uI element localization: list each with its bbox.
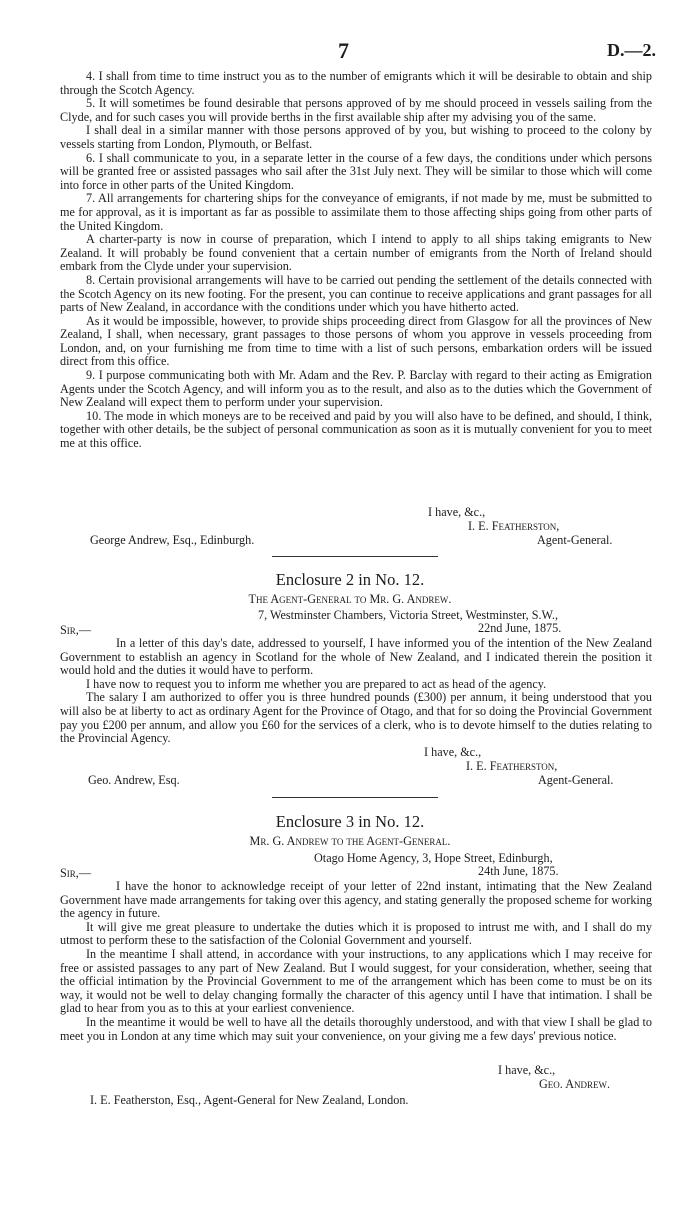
enclosure2-heading: Enclosure 2 in No. 12. bbox=[275, 570, 425, 589]
enclosure2-body bbox=[60, 637, 652, 746]
paragraph: 10. The mode in which moneys are to be received and paid by you will also have to be defined, and should, I think, together with other details, be the subject of personal communication as soon as it is mutually convenient for you to meet me at this office. bbox=[60, 408, 652, 451]
enclosure2-closing: I have, &c., bbox=[424, 745, 482, 759]
paragraph: In the meantime it would be well to have all the details thoroughly understood, and with that view I shall be glad to meet you in London at any time which may suit your convenience, on your giving me a few days' previous notice. bbox=[60, 1014, 652, 1043]
paragraph: I have now to request you to inform me whether you are prepared to act as head of the agency. bbox=[86, 676, 547, 691]
page-code: D.—2. bbox=[607, 40, 656, 60]
paragraph: 6. I shall communicate to you, in a separate letter in the course of a few days, the conditions under which persons will be granted free or assisted passages who sail after the 31st July next. They will be similar to those which will come into force in other parts of the United Kingdom. bbox=[60, 150, 652, 192]
enclosure2-title: Agent-General. bbox=[538, 773, 614, 787]
paragraph: As it would be impossible, however, to provide ships proceeding direct from Glasgow for all the provinces of New Zealand, I shall, when necessary, grant passages to those persons of whom you approve in vessels proceeding from London, and, on your furnishing me from time to time with a list of such persons, embarkation orders will be issued direct from this office. bbox=[60, 313, 652, 369]
letter1-body bbox=[60, 70, 652, 451]
enclosure2-date: 22nd June, 1875. bbox=[478, 621, 562, 635]
letter1-signature: I. E. Featherston, bbox=[468, 519, 560, 533]
enclosure3-heading: Enclosure 3 in No. 12. bbox=[275, 812, 425, 831]
enclosure3-addressee: I. E. Featherston, Esq., Agent-General for New Zealand, London. bbox=[90, 1093, 409, 1107]
paragraph: 8. Certain provisional arrangements will have to be carried out pending the settlement of the details connected with the Scotch Agency on its new footing. For the present, you can continue to receive applications and grant passages for all parts of New Zealand, in accordance with the conditions under which you have hitherto acted. bbox=[60, 272, 652, 315]
letter1-addressee: George Andrew, Esq., Edinburgh. bbox=[90, 533, 255, 547]
enclosure3-address: Otago Home Agency, 3, Hope Street, Edinburgh, bbox=[314, 851, 553, 865]
enclosure3-closing: I have, &c., bbox=[498, 1063, 556, 1077]
section-divider bbox=[272, 797, 438, 798]
enclosure2-from-to: The Agent-General to Mr. G. Andrew. bbox=[248, 592, 452, 606]
enclosure3-signature: Geo. Andrew. bbox=[539, 1077, 611, 1091]
enclosure2-signature: I. E. Featherston, bbox=[466, 759, 558, 773]
paragraph: In a letter of this day's date, addressed to yourself, I have informed you of the intention of the New Zealand Government to establish an agency in Scotland for the whole of New Zealand, and I indicated therein the position it would hold and the duties it would have to perform. bbox=[60, 636, 652, 678]
paragraph: 4. I shall from time to time instruct you as to the number of emigrants which it will be desirable to obtain and ship through the Scotch Agency. bbox=[60, 69, 652, 97]
paragraph: The salary I am authorized to offer you is three hundred pounds (£300) per annum, it being understood that you will also be at liberty to act as ordinary Agent for the Province of Otago, and that for so doing the Provincial Government pay you £200 per annum, and allow you £60 for the services of a clerk, who is to devote himself to the duties relating to the Provincial Agency. bbox=[60, 690, 652, 746]
paragraph: I shall deal in a similar manner with those persons approved of by you, but wishing to proceed to the colony by vessels starting from London, Plymouth, or Belfast. bbox=[60, 123, 652, 151]
enclosure2-addressee: Geo. Andrew, Esq. bbox=[88, 773, 180, 787]
letter1-title: Agent-General. bbox=[537, 533, 613, 547]
enclosure3-from-to: Mr. G. Andrew to the Agent-General. bbox=[249, 834, 451, 848]
section-divider bbox=[272, 556, 438, 557]
page-number: 7 bbox=[338, 38, 349, 63]
page-header bbox=[0, 38, 700, 64]
paragraph: In the meantime I shall attend, in accordance with your instructions, to any applications which I may receive for free or assisted passages to any part of New Zealand. But I would suggest, for your consideration, whether, seeing that the official intimation by the Provincial Government to me of the arrangement which has been come to must be on its way, it would not be well to delay changing formally the character of this agency until I have that intimation. I shall be glad to hear from you as to this at your earliest convenience. bbox=[60, 946, 652, 1016]
paragraph: 9. I purpose communicating both with Mr. Adam and the Rev. P. Barclay with regard to their acting as Emigration Agents under the Scotch Agency, and will inform you as to the result, and also as to the duties which the Government of New Zealand will expect them to perform under your supervision. bbox=[60, 368, 652, 410]
enclosure2-salutation: Sir,— bbox=[60, 623, 92, 637]
paragraph: 7. All arrangements for chartering ships for the conveyance of emigrants, if not made by me, must be submitted to me for approval, as it is important as far as possible to assimilate them to those affecting ships going from other parts of the United Kingdom. bbox=[60, 191, 652, 233]
paragraph: A charter-party is now in course of preparation, which I intend to apply to all ships taking emigrants to New Zealand. It will probably be found convenient that a certain number of emigrants from the North of Ireland should embark from the Clyde under your supervision. bbox=[60, 232, 652, 274]
enclosure3-date: 24th June, 1875. bbox=[478, 864, 559, 878]
enclosure2-address: 7, Westminster Chambers, Victoria Street, Westminster, S.W., bbox=[258, 608, 558, 622]
letter1-closing: I have, &c., bbox=[428, 505, 486, 519]
paragraph: 5. It will sometimes be found desirable that persons approved of by me should proceed in vessels sailing from the Clyde, and for such cases you will provide berths in the first available ship after my advising you of the same. bbox=[60, 96, 652, 124]
paragraph: I have the honor to acknowledge receipt of your letter of 22nd instant, intimating that the New Zealand Government have made arrangements for taking over this agency, and stating generally the proposed scheme for working the agency in future. bbox=[60, 879, 652, 921]
enclosure3-body bbox=[60, 880, 652, 1043]
paragraph: It will give me great pleasure to undertake the duties which it is proposed to intrust me with, and I shall do my utmost to perform these to the satisfaction of the Colonial Government and yourself. bbox=[60, 919, 652, 948]
enclosure3-salutation: Sir,— bbox=[60, 866, 92, 880]
